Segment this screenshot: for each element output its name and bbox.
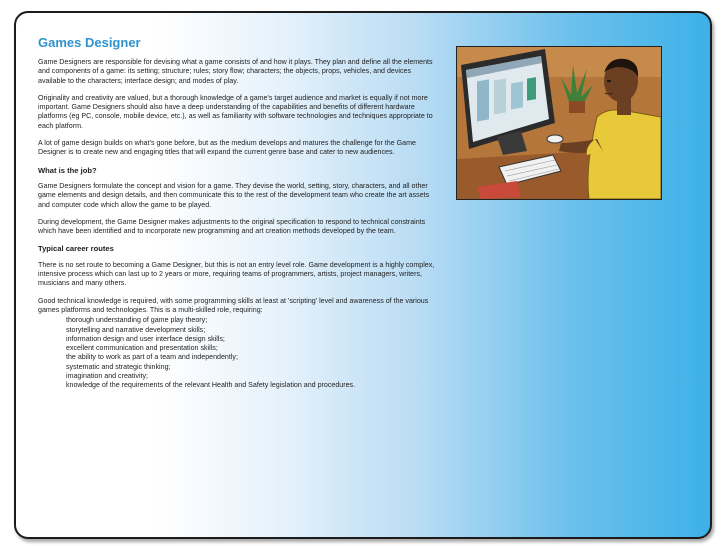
requirements-list <box>38 316 440 390</box>
intro-paragraph: A lot of game design builds on what's gone before, but as the medium develops and matures the challenge for the Game Designer is to create new and engaging titles that will expand the current genre base and cater to new audiences. <box>38 139 416 157</box>
section-heading-job: What is the job? <box>38 165 97 175</box>
list-item: excellent communication and presentation skills; <box>66 344 218 353</box>
career-paragraph: Good technical knowledge is required, with some programming skills at least at 'scripting' level and awareness of the various games platforms and technologies. This is a multi-skilled role, requiring: <box>38 296 429 314</box>
list-item: imagination and creativity; <box>66 372 149 381</box>
list-item: storytelling and narrative development skills; <box>66 325 206 334</box>
game-designer-at-computer-illustration <box>456 46 662 200</box>
intro-paragraph: Originality and creativity are valued, but a thorough knowledge of a game's target audience and market is equally if not more important. Game Designers should also have a deep understanding of the capabilities and benefits of different hardware platforms (eg PC, console, mobile device, etc.), as well as familiarity with software technologies and techniques appropriate to each platform. <box>38 93 433 130</box>
section-heading-career: Typical career routes <box>38 244 114 254</box>
list-item: the ability to work as part of a team and independently; <box>66 353 238 362</box>
illustration-graphic <box>457 47 661 199</box>
list-item: information design and user interface design skills; <box>66 334 225 343</box>
info-card <box>14 11 712 539</box>
list-item: knowledge of the requirements of the relevant Health and Safety legislation and procedures. <box>66 381 356 390</box>
list-item: systematic and strategic thinking; <box>66 362 171 371</box>
career-paragraph: There is no set route to becoming a Game Designer, but this is not an entry level role. Game development is a highly complex, intensive process which can last up to 2 years or more, requiring teams of programmers, artists, project managers, writers, musicians and many others. <box>38 260 435 288</box>
job-paragraph: Game Designers formulate the concept and vision for a game. They devise the world, setting, story, characters, and all other game elements and design details, and then communicate this to the rest of the development team who create the art assets and computer code which allow the game to be played. <box>38 181 430 209</box>
mouse-icon <box>547 135 563 143</box>
intro-paragraph: Game Designers are responsible for devising what a game consists of and how it plays. They plan and define all the elements and components of a game: its setting; structure; rules; story flow; characters; the objects, props, vehicles, and devices available to the characters; interface design; and modes of play. <box>38 58 433 85</box>
page-title: Games Designer <box>38 35 141 50</box>
article-body <box>38 58 440 391</box>
job-paragraph: During development, the Game Designer makes adjustments to the original specification to respond to technical constraints which have been identified and to incorporate new programming and art creation methods developed by the team. <box>38 217 426 236</box>
list-item: thorough understanding of game play theory; <box>66 316 208 325</box>
